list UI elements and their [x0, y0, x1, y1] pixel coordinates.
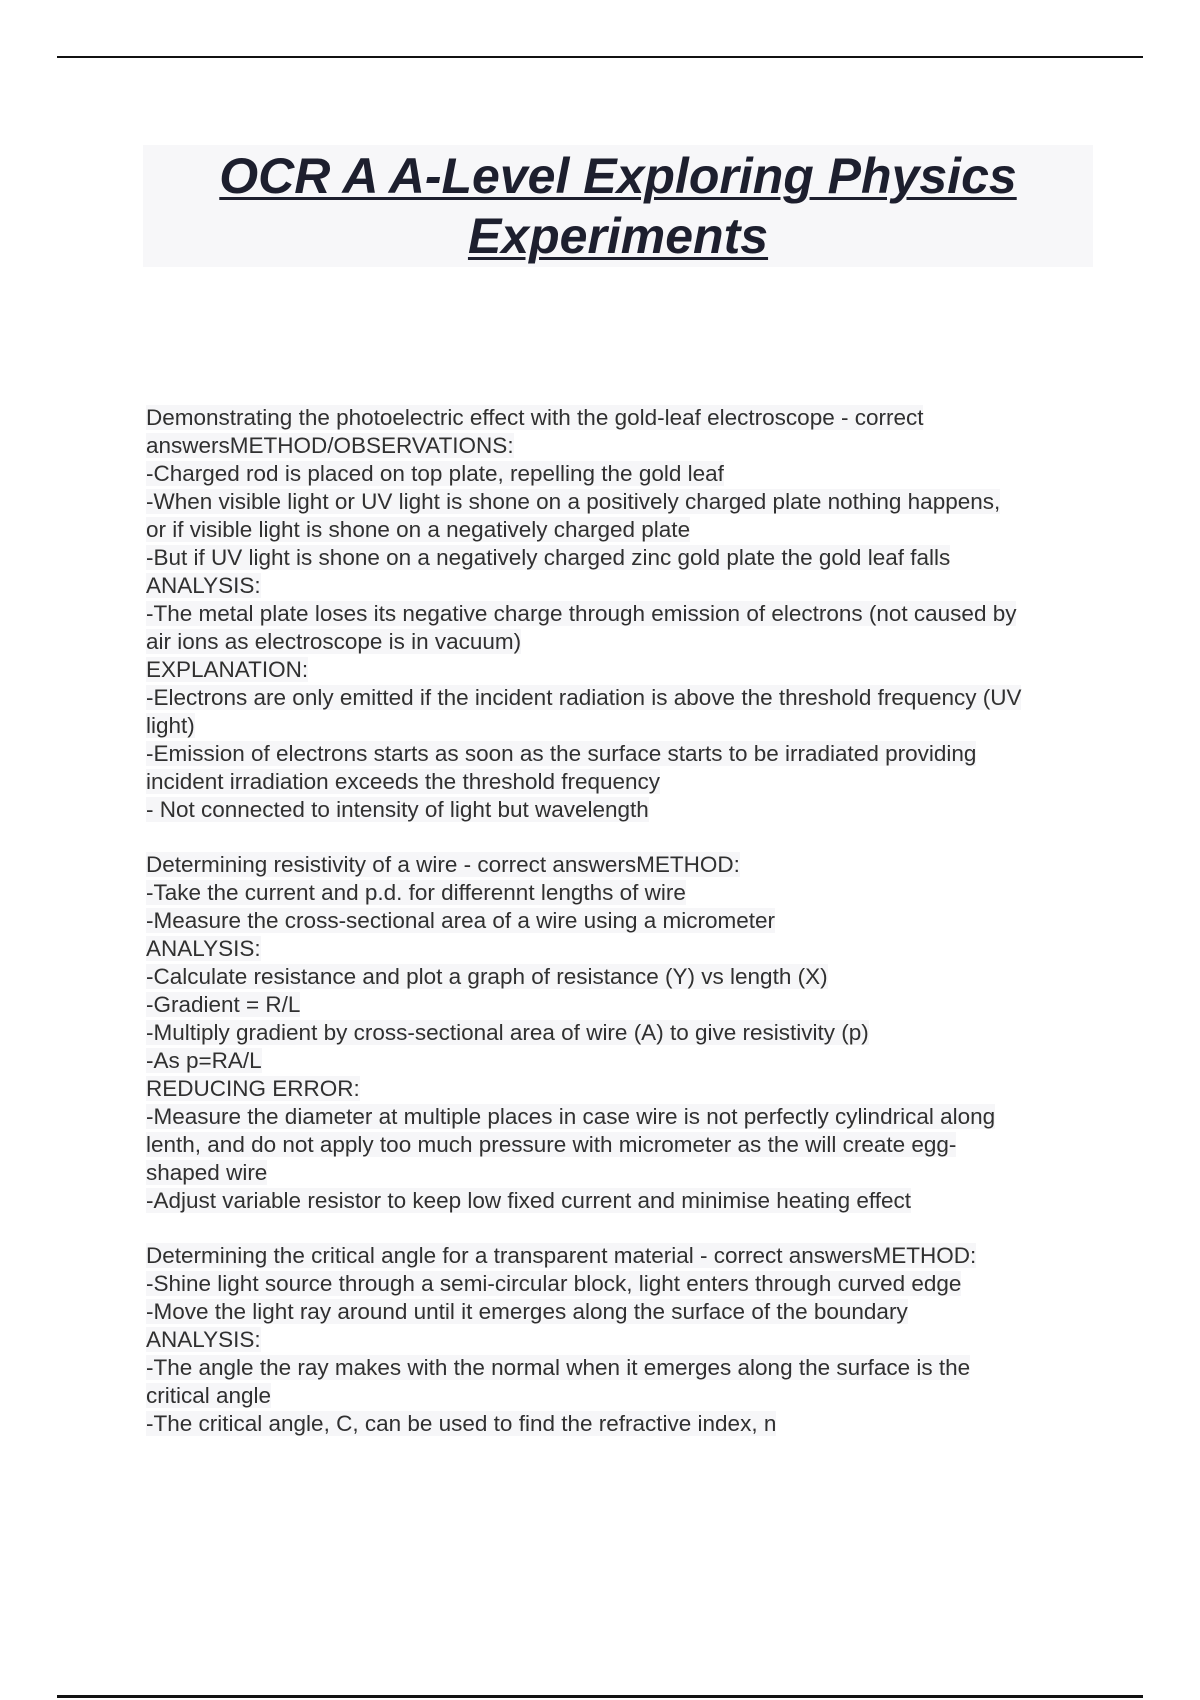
- text-line-content: -Shine light source through a semi-circular block, light enters through curved edge: [146, 1271, 962, 1296]
- text-line: [146, 1410, 1146, 1438]
- title-box: [143, 145, 1093, 267]
- text-line-content: ANALYSIS:: [146, 573, 261, 598]
- text-line-content: -Charged rod is placed on top plate, repelling the gold leaf: [146, 461, 724, 486]
- text-line-content: -The angle the ray makes with the normal when it emerges along the surface is the: [146, 1355, 971, 1380]
- document-body: [146, 404, 1146, 1438]
- text-line-content: EXPLANATION:: [146, 657, 309, 682]
- text-line-content: light): [146, 713, 195, 738]
- text-line-content: lenth, and do not apply too much pressure with micrometer as the will create egg-: [146, 1132, 957, 1157]
- text-line-content: -But if UV light is shone on a negatively charged zinc gold plate the gold leaf falls: [146, 545, 951, 570]
- text-line: [146, 796, 1146, 824]
- text-line-content: -Adjust variable resistor to keep low fixed current and minimise heating effect: [146, 1188, 911, 1213]
- text-line: [146, 488, 1146, 516]
- text-line: [146, 1298, 1146, 1326]
- text-line: [146, 572, 1146, 600]
- section-1: [146, 404, 1146, 824]
- text-line: [146, 1326, 1146, 1354]
- text-line-content: -Measure the cross-sectional area of a wire using a micrometer: [146, 908, 776, 933]
- text-line-content: answersMETHOD/OBSERVATIONS:: [146, 433, 514, 458]
- text-line: [146, 712, 1146, 740]
- text-line: [146, 1047, 1146, 1075]
- text-line-content: air ions as electroscope is in vacuum): [146, 629, 522, 654]
- text-line: [146, 935, 1146, 963]
- text-line-content: -Calculate resistance and plot a graph of resistance (Y) vs length (X): [146, 964, 828, 989]
- text-line: [146, 740, 1146, 768]
- text-line: [146, 879, 1146, 907]
- text-line: [146, 684, 1146, 712]
- text-line: [146, 851, 1146, 879]
- text-line: [146, 432, 1146, 460]
- text-line-content: critical angle: [146, 1383, 272, 1408]
- text-line: [146, 1187, 1146, 1215]
- text-line: [146, 768, 1146, 796]
- text-line: [146, 628, 1146, 656]
- text-line-content: ANALYSIS:: [146, 936, 261, 961]
- text-line-content: shaped wire: [146, 1160, 268, 1185]
- text-line: [146, 1103, 1146, 1131]
- text-line-content: -Measure the diameter at multiple places in case wire is not perfectly cylindrical along: [146, 1104, 996, 1129]
- text-line: [146, 1382, 1146, 1410]
- text-line-content: or if visible light is shone on a negatively charged plate: [146, 517, 691, 542]
- page-title-line-2: Experiments: [467, 208, 769, 264]
- text-line-content: -As p=RA/L: [146, 1048, 262, 1073]
- text-line-content: -Multiply gradient by cross-sectional area of wire (A) to give resistivity (p): [146, 1020, 869, 1045]
- text-line: [146, 600, 1146, 628]
- text-line-content: -Take the current and p.d. for differennt lengths of wire: [146, 880, 686, 905]
- text-line: [146, 404, 1146, 432]
- text-line-content: Determining resistivity of a wire - correct answersMETHOD:: [146, 852, 740, 877]
- text-line: [146, 963, 1146, 991]
- text-line: [146, 991, 1146, 1019]
- text-line: [146, 1019, 1146, 1047]
- text-line: [146, 544, 1146, 572]
- text-line-content: -Gradient = R/L: [146, 992, 301, 1017]
- text-line-content: Determining the critical angle for a transparent material - correct answersMETHOD:: [146, 1243, 977, 1268]
- text-line-content: -When visible light or UV light is shone on a positively charged plate nothing happens,: [146, 489, 1001, 514]
- text-line-content: incident irradiation exceeds the threshold frequency: [146, 769, 661, 794]
- section-2: [146, 851, 1146, 1215]
- text-line: [146, 907, 1146, 935]
- top-rule: [57, 56, 1143, 58]
- text-line: [146, 656, 1146, 684]
- text-line-content: -The critical angle, C, can be used to find the refractive index, n: [146, 1411, 777, 1436]
- text-line: [146, 1075, 1146, 1103]
- text-line-content: -Move the light ray around until it emerges along the surface of the boundary: [146, 1299, 908, 1324]
- text-line: [146, 1242, 1146, 1270]
- page-title-line-1: OCR A A-Level Exploring Physics: [219, 148, 1017, 204]
- text-line-content: Demonstrating the photoelectric effect with the gold-leaf electroscope - correct: [146, 405, 924, 430]
- text-line: [146, 1354, 1146, 1382]
- text-line: [146, 1159, 1146, 1187]
- text-line-content: -Electrons are only emitted if the incident radiation is above the threshold frequency (UV: [146, 685, 1022, 710]
- section-3: [146, 1242, 1146, 1438]
- text-line-content: -Emission of electrons starts as soon as the surface starts to be irradiated providing: [146, 741, 977, 766]
- text-line-content: - Not connected to intensity of light but wavelength: [146, 797, 649, 822]
- text-line: [146, 1131, 1146, 1159]
- text-line: [146, 516, 1146, 544]
- text-line: [146, 1270, 1146, 1298]
- bottom-rule: [57, 1695, 1143, 1698]
- text-line: [146, 460, 1146, 488]
- text-line-content: ANALYSIS:: [146, 1327, 261, 1352]
- text-line-content: -The metal plate loses its negative charge through emission of electrons (not caused by: [146, 601, 1017, 626]
- text-line-content: REDUCING ERROR:: [146, 1076, 360, 1101]
